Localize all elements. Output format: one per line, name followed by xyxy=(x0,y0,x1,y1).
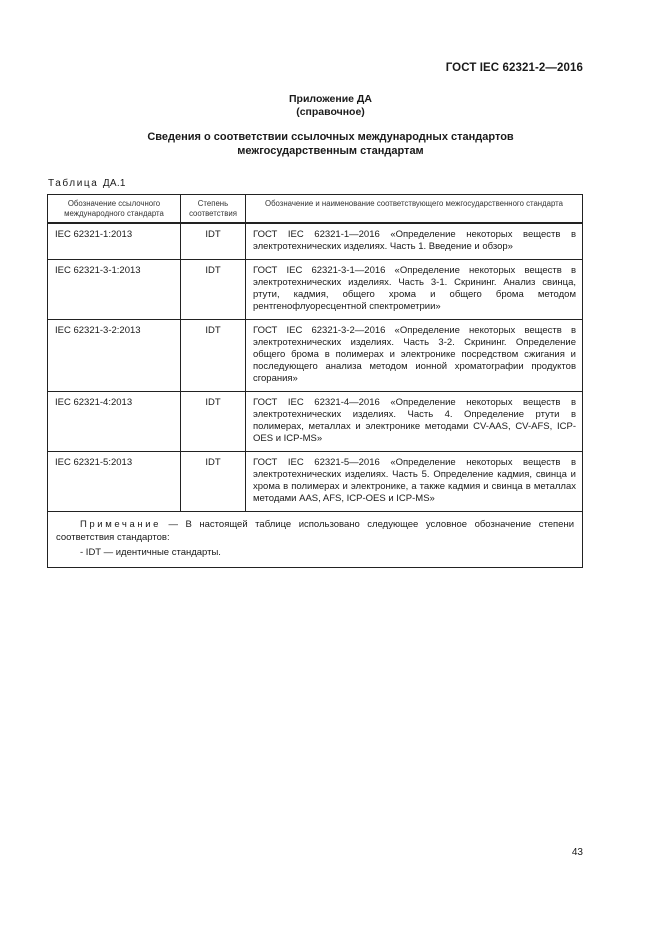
degree-cell: IDT xyxy=(181,392,246,452)
degree-cell: IDT xyxy=(181,260,246,320)
designation-cell: ГОСТ IEC 62321-3-1—2016 «Определение некоторых веществ в электротехнических изделиях. Часть 3-1. Скрининг. Анализ свинца, ртути, кадмия, общего хрома и общего брома методом рентгенофлуоресцентной спектрометрии» xyxy=(246,260,583,320)
note-paragraph xyxy=(56,518,574,544)
table-header-row xyxy=(48,195,583,224)
column-header-designation: Обозначение и наименование соответствующего межгосударственного стандарта xyxy=(246,195,583,224)
document-code: ГОСТ IEC 62321-2—2016 xyxy=(445,62,583,74)
table-row xyxy=(48,320,583,392)
correspondence-table xyxy=(47,194,583,568)
designation-cell: ГОСТ IEC 62321-1—2016 «Определение некоторых веществ в электротехнических изделиях. Часть 1. Введение и обзор» xyxy=(246,223,583,260)
section-heading-line2: межгосударственным стандартам xyxy=(237,145,424,157)
annex-heading xyxy=(0,93,661,119)
designation-cell: ГОСТ IEC 62321-3-2—2016 «Определение некоторых веществ в электротехнических изделиях. Часть 3-2. Скрининг. Определение общего брома в полимерах и электронике посредством сжигания и последующего анализа методом ионной хроматографии продуктов сгорания» xyxy=(246,320,583,392)
table-row xyxy=(48,223,583,260)
section-heading-line1: Сведения о соответствии ссылочных международных стандартов xyxy=(147,131,514,143)
table-note xyxy=(48,512,583,568)
designation-cell: ГОСТ IEC 62321-4—2016 «Определение некоторых веществ в электротехнических изделиях. Часть 4. Определение ртути в полимерах, металлах и электронике методами CV-AAS, CV-AFS, ICP-OES и ICP-MS» xyxy=(246,392,583,452)
designation-cell: ГОСТ IEC 62321-5—2016 «Определение некоторых веществ в электротехнических изделиях. Часть 5. Определение кадмия, свинца и хрома в полимерах и электронике, а также кадмия и свинца в металлах методами AAS, AFS, ICP-OES и ICP-MS» xyxy=(246,452,583,512)
table-note-row xyxy=(48,512,583,568)
table-caption-number: ДА.1 xyxy=(102,178,126,189)
annex-title: Приложение ДА xyxy=(289,93,372,105)
reference-standard-cell: IEC 62321-1:2013 xyxy=(48,223,181,260)
table-row xyxy=(48,452,583,512)
table-caption-label: Таблица xyxy=(48,178,99,189)
reference-standard-cell: IEC 62321-3-1:2013 xyxy=(48,260,181,320)
table-row xyxy=(48,392,583,452)
column-header-degree: Степень соответствия xyxy=(181,195,246,224)
note-label: Примечание xyxy=(80,519,161,530)
note-text: — В настоящей таблице использовано следующее условное обозначение степени соответствия стандартов: xyxy=(56,519,574,543)
table-caption xyxy=(48,178,126,189)
reference-standard-cell: IEC 62321-5:2013 xyxy=(48,452,181,512)
reference-standard-cell: IEC 62321-4:2013 xyxy=(48,392,181,452)
column-header-reference: Обозначение ссылочного международного стандарта xyxy=(48,195,181,224)
section-heading xyxy=(0,130,661,158)
page-number: 43 xyxy=(571,847,583,858)
degree-cell: IDT xyxy=(181,223,246,260)
annex-subtitle: (справочное) xyxy=(296,106,365,118)
note-list-item: - IDT — идентичные стандарты. xyxy=(80,547,221,558)
degree-cell: IDT xyxy=(181,320,246,392)
reference-standard-cell: IEC 62321-3-2:2013 xyxy=(48,320,181,392)
degree-cell: IDT xyxy=(181,452,246,512)
table-row xyxy=(48,260,583,320)
